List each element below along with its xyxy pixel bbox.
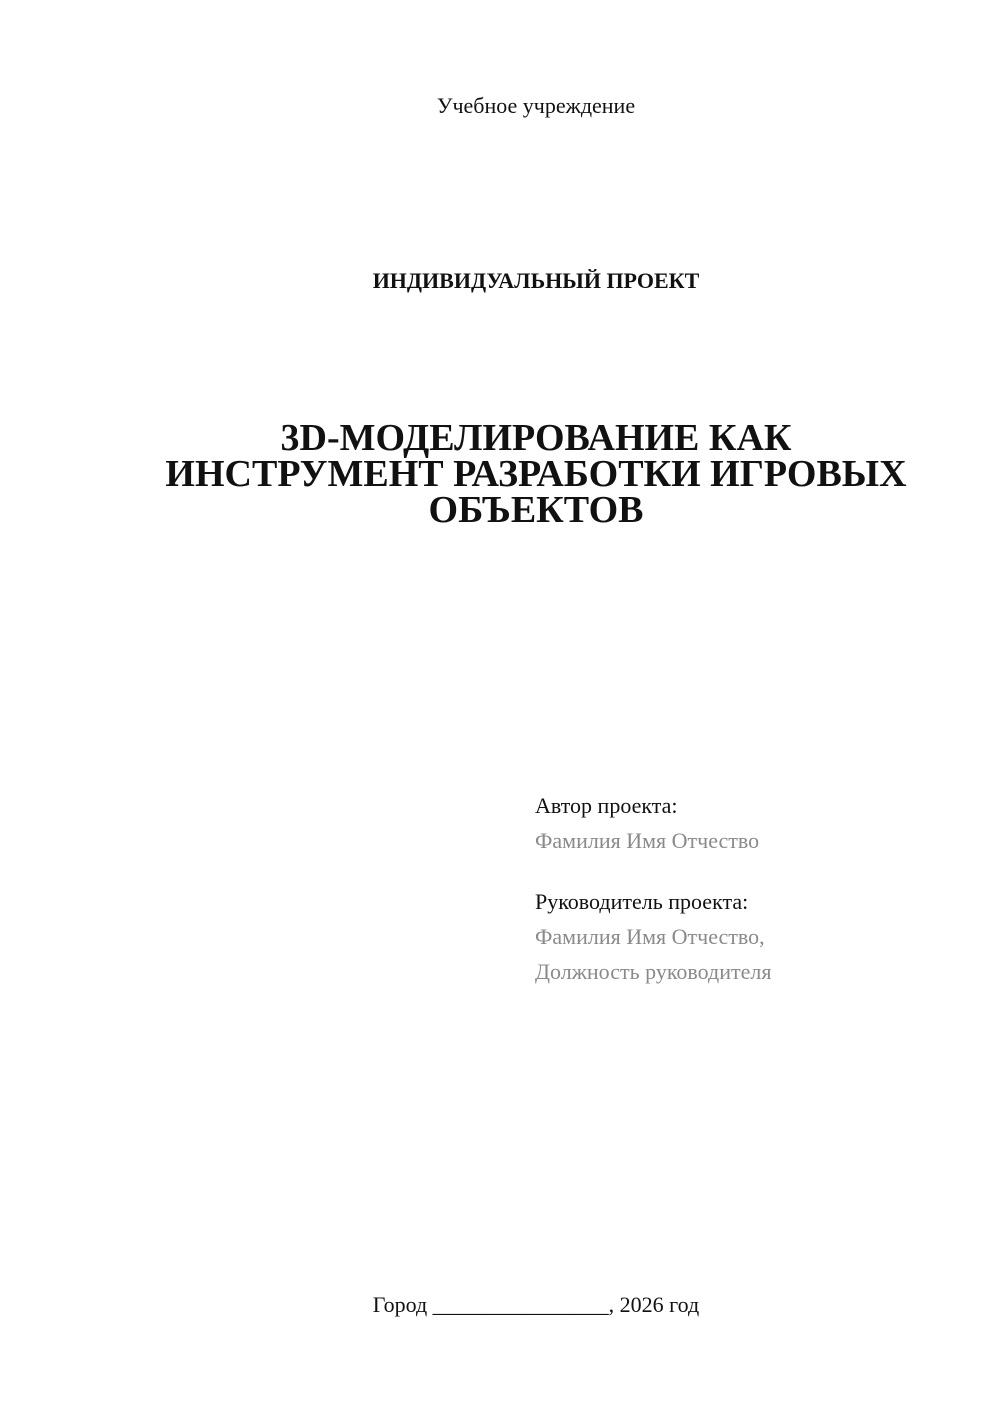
supervisor-name: Фамилия Имя Отчество, — [535, 924, 765, 949]
project-type-heading: ИНДИВИДУАЛЬНЫЙ ПРОЕКТ — [372, 268, 700, 293]
institution-name: Учебное учреждение — [436, 93, 636, 118]
year-text: , 2026 год — [608, 1292, 700, 1317]
project-title — [0, 417, 1000, 531]
credits-spacer — [535, 858, 771, 884]
project-title-line-3: ОБЪЕКТОВ — [428, 489, 644, 531]
author-label: Автор проекта: — [535, 793, 678, 818]
city-blank: ________________ — [432, 1292, 609, 1317]
project-title-line-2: ИНСТРУМЕНТ РАЗРАБОТКИ ИГРОВЫХ — [165, 453, 907, 495]
credits-block — [535, 788, 771, 989]
supervisor-label: Руководитель проекта: — [535, 889, 749, 914]
city-label: Город — [372, 1292, 428, 1317]
author-name: Фамилия Имя Отчество — [535, 828, 760, 853]
supervisor-position: Должность руководителя — [535, 959, 772, 984]
city-year-line — [0, 1291, 1000, 1319]
project-title-line-1: 3D-МОДЕЛИРОВАНИЕ КАК — [280, 417, 792, 459]
